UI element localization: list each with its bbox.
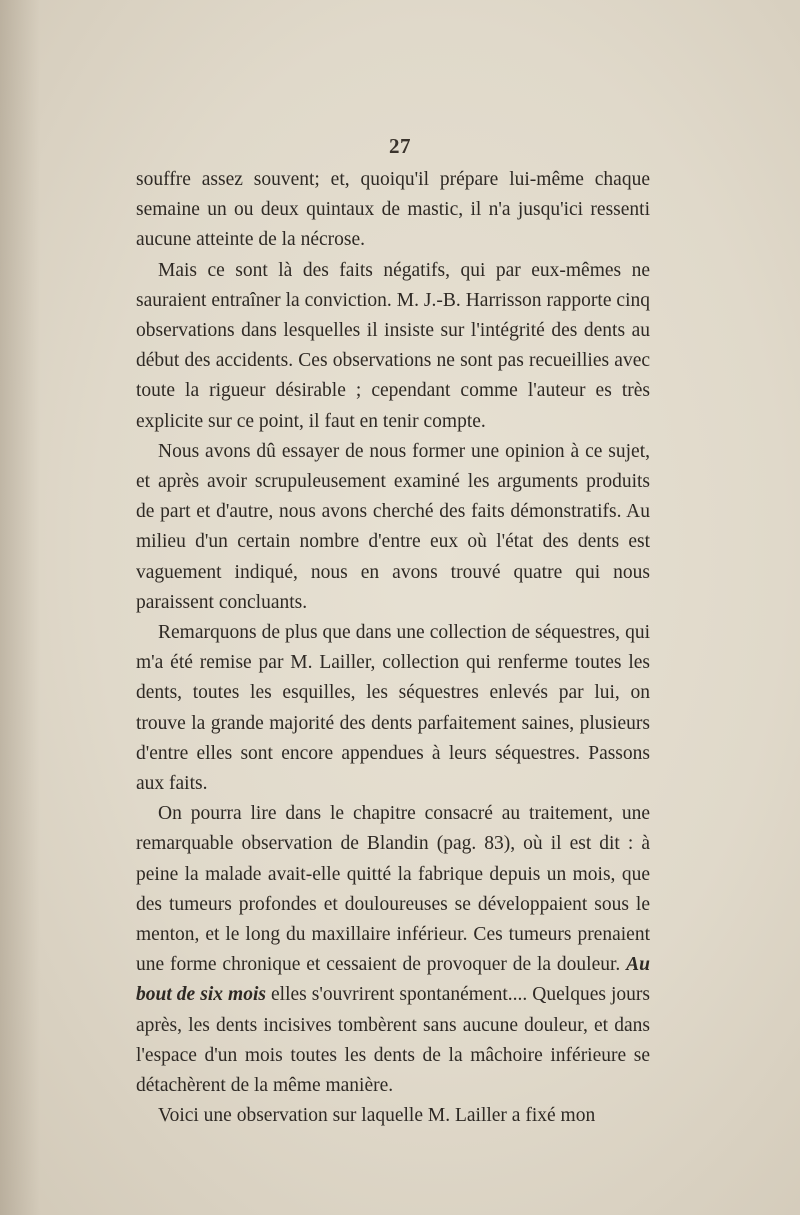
page-number: 27 bbox=[389, 134, 411, 158]
body-text bbox=[136, 165, 650, 1132]
paragraph-blandin-part-2: elles s'ouvrirent spontanément.... Quelques jours après, les dents incisives tombèrent sans aucune douleur, et dans l'espace d'un mois toutes les dents de la mâchoire inférieure se détachèrent de la même manière. bbox=[136, 984, 650, 1097]
paragraph-continuation: souffre assez souvent; et, quoiqu'il prépare lui-même chaque semaine un ou deux quintaux de mastic, il n'a jusqu'ici ressenti aucune atteinte de la nécrose. bbox=[136, 169, 650, 251]
paragraph-blandin-part-1: On pourra lire dans le chapitre consacré au traitement, une remarquable observation de Blandin (pag. 83), où il est dit : à peine la malade avait-elle quitté la fabrique depuis un mois, que des tumeurs profondes et douloureuses se développaient sous le menton, et le long du maxillaire inférieur. Ces tumeurs prenaient une forme chronique et cessaient de provoquer de la douleur. bbox=[136, 803, 650, 976]
paragraph-harrisson: Mais ce sont là des faits négatifs, qui par eux-mêmes ne sauraient entraîner la conviction. M. J.-B. Harrisson rapporte cinq observations dans lesquelles il insiste sur l'intégrité des dents au début des accidents. Ces observations ne sont pas recueillies avec toute la rigueur désirable ; cependant comme l'auteur es très explicite sur ce point, il faut en tenir compte. bbox=[136, 259, 650, 432]
italic-phrase: Au bout de six mois bbox=[136, 954, 650, 1006]
paragraph-sequestres: Remarquons de plus que dans une collection de séquestres, qui m'a été remise par M. Lailler, collection qui renferme toutes les dents, toutes les esquilles, les séquestres enlevés par lui, on trouve la grande majorité des dents parfaitement saines, plusieurs d'entre elles sont encore appendues à leurs séquestres. Passons aux faits. bbox=[136, 622, 650, 795]
paragraph-blandin bbox=[136, 799, 650, 1101]
paragraph-opinion: Nous avons dû essayer de nous former une opinion à ce sujet, et après avoir scrupuleusement examiné les arguments produits de part et d'autre, nous avons cherché des faits démonstratifs. Au milieu d'un certain nombre d'entre eux où l'état des dents est vaguement indiqué, nous en avons trouvé quatre qui nous paraissent concluants. bbox=[136, 440, 650, 613]
paragraph-lailler: Voici une observation sur laquelle M. Lailler a fixé mon bbox=[158, 1105, 596, 1127]
